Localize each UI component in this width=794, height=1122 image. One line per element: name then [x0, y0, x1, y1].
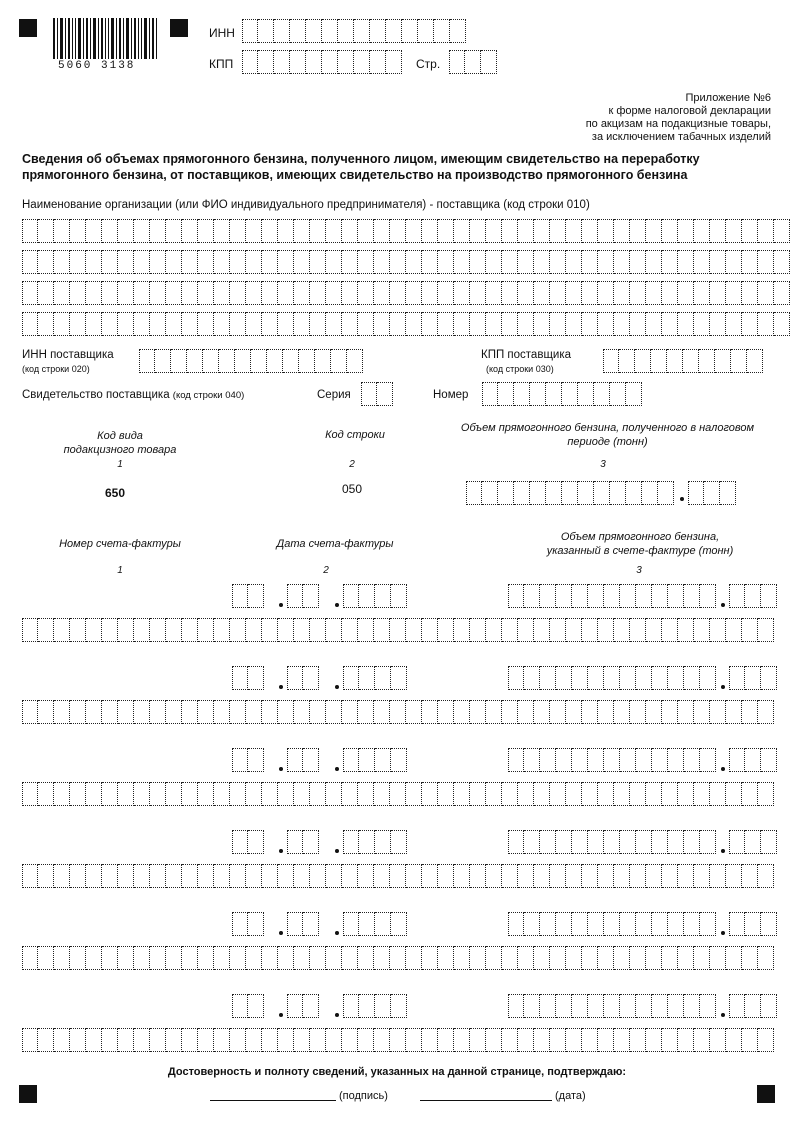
invoice-date-separator	[335, 603, 339, 607]
org-name-label: Наименование организации (или ФИО индивидуального предпринимателя) - поставщика (код строки 010)	[22, 199, 590, 211]
t1-col1-header-line-1: Код вида	[97, 430, 143, 442]
invoice-date-month-cells[interactable]	[287, 830, 319, 854]
invoice-volume-decimal-point	[721, 1013, 725, 1017]
invoice-date-day-cells[interactable]	[232, 748, 264, 772]
date-label: (дата)	[555, 1090, 586, 1102]
t2-col2-header: Дата счета-фактуры	[276, 538, 394, 550]
invoice-date-separator	[279, 849, 283, 853]
corner-marker-bottom-right	[757, 1085, 775, 1103]
invoice-date-month-cells[interactable]	[287, 584, 319, 608]
invoice-date-separator	[279, 931, 283, 935]
t2-col3-header	[505, 530, 775, 558]
invoice-number-cells[interactable]	[22, 864, 774, 888]
t1-col1-header-line-2: подакцизного товара	[63, 444, 177, 456]
t1-col2-header: Код строки	[325, 429, 385, 441]
org-name-row-3[interactable]	[22, 281, 790, 305]
t1-col1-header	[40, 429, 200, 457]
form-title-line-1: Сведения об объемах прямогонного бензина, полученного лицом, имеющим свидетельство на переработку	[22, 152, 700, 166]
invoice-date-year-cells[interactable]	[343, 666, 407, 690]
page-label: Стр.	[416, 57, 441, 71]
invoice-volume-decimal-point	[721, 767, 725, 771]
t1-col3-header-line-2: периоде (тонн)	[567, 436, 648, 448]
inn-cells[interactable]	[242, 19, 466, 43]
invoice-number-cells[interactable]	[22, 782, 774, 806]
invoice-volume-integer-cells[interactable]	[508, 666, 716, 690]
supplier-inn-code: (код строки 020)	[22, 364, 90, 374]
invoice-volume-decimal-point	[721, 603, 725, 607]
corner-marker-top-right	[170, 19, 188, 37]
invoice-date-separator	[279, 685, 283, 689]
page-cells[interactable]	[449, 50, 497, 74]
invoice-volume-decimal-point	[721, 685, 725, 689]
invoice-date-month-cells[interactable]	[287, 912, 319, 936]
series-cells[interactable]	[361, 382, 393, 406]
form-title	[22, 151, 782, 183]
kpp-label: КПП	[209, 57, 234, 71]
invoice-date-separator	[335, 931, 339, 935]
t1-volume-decimal-point	[680, 497, 684, 501]
t1-col3-header	[440, 421, 775, 449]
invoice-date-year-cells[interactable]	[343, 748, 407, 772]
invoice-number-cells[interactable]	[22, 1028, 774, 1052]
invoice-volume-integer-cells[interactable]	[508, 584, 716, 608]
org-name-row-1[interactable]	[22, 219, 790, 243]
invoice-volume-integer-cells[interactable]	[508, 748, 716, 772]
invoice-date-day-cells[interactable]	[232, 994, 264, 1018]
row-code: 050	[341, 482, 363, 496]
barcode	[53, 18, 157, 59]
appendix-line-4: за исключением табачных изделий	[591, 131, 771, 143]
appendix-line-3: по акцизам на подакцизные товары,	[585, 118, 771, 130]
t2-col3-num: 3	[636, 565, 642, 576]
inn-label: ИНН	[209, 26, 235, 40]
invoice-date-day-cells[interactable]	[232, 912, 264, 936]
supplier-kpp-cells[interactable]	[603, 349, 763, 373]
invoice-number-cells[interactable]	[22, 700, 774, 724]
invoice-volume-integer-cells[interactable]	[508, 830, 716, 854]
invoice-volume-decimal-cells[interactable]	[729, 994, 777, 1018]
confirm-statement: Достоверность и полноту сведений, указанных на данной странице, подтверждаю:	[167, 1066, 627, 1078]
number-label: Номер	[433, 389, 469, 401]
invoice-date-day-cells[interactable]	[232, 666, 264, 690]
invoice-date-separator	[335, 849, 339, 853]
date-line[interactable]	[420, 1100, 552, 1101]
invoice-volume-decimal-cells[interactable]	[729, 584, 777, 608]
invoice-volume-decimal-point	[721, 931, 725, 935]
t2-col2-num: 2	[323, 565, 329, 576]
t1-col2-num: 2	[349, 459, 355, 470]
supplier-cert-label	[22, 389, 244, 401]
form-title-line-2: прямогонного бензина, от поставщиков, имеющих свидетельство на производство прямогонного бензина	[22, 168, 688, 182]
invoice-volume-integer-cells[interactable]	[508, 994, 716, 1018]
signature-label: (подпись)	[339, 1090, 388, 1102]
invoice-date-year-cells[interactable]	[343, 994, 407, 1018]
corner-marker-bottom-left	[19, 1085, 37, 1103]
invoice-date-month-cells[interactable]	[287, 994, 319, 1018]
supplier-kpp-code: (код строки 030)	[486, 364, 554, 374]
t1-col3-num: 3	[600, 459, 606, 470]
invoice-volume-decimal-cells[interactable]	[729, 748, 777, 772]
org-name-row-4[interactable]	[22, 312, 790, 336]
invoice-date-year-cells[interactable]	[343, 830, 407, 854]
invoice-volume-decimal-cells[interactable]	[729, 830, 777, 854]
appendix-line-2: к форме налоговой декларации	[608, 105, 771, 117]
org-name-row-2[interactable]	[22, 250, 790, 274]
corner-marker-top-left	[19, 19, 37, 37]
invoice-date-day-cells[interactable]	[232, 830, 264, 854]
invoice-date-year-cells[interactable]	[343, 912, 407, 936]
invoice-date-year-cells[interactable]	[343, 584, 407, 608]
t1-volume-decimal-cells[interactable]	[688, 481, 736, 505]
invoice-date-month-cells[interactable]	[287, 748, 319, 772]
invoice-date-separator	[335, 767, 339, 771]
t1-col1-num: 1	[117, 459, 123, 470]
invoice-date-day-cells[interactable]	[232, 584, 264, 608]
product-code: 650	[104, 486, 126, 500]
supplier-kpp-label: КПП поставщика	[481, 349, 572, 361]
invoice-date-month-cells[interactable]	[287, 666, 319, 690]
invoice-volume-decimal-cells[interactable]	[729, 912, 777, 936]
t1-volume-integer-cells[interactable]	[466, 481, 674, 505]
t2-col1-header: Номер счета-фактуры	[59, 538, 181, 550]
barcode-number: 5060 3138	[58, 60, 136, 72]
supplier-inn-label: ИНН поставщика	[22, 349, 114, 361]
invoice-volume-decimal-cells[interactable]	[729, 666, 777, 690]
invoice-date-separator	[279, 603, 283, 607]
invoice-date-separator	[335, 1013, 339, 1017]
invoice-volume-decimal-point	[721, 849, 725, 853]
supplier-cert-code: (код строки 040)	[172, 390, 245, 401]
kpp-cells[interactable]	[242, 50, 402, 74]
number-cells[interactable]	[482, 382, 642, 406]
t1-col3-header-line-1: Объем прямогонного бензина, полученного в налоговом	[460, 422, 755, 434]
invoice-date-separator	[279, 767, 283, 771]
invoice-volume-integer-cells[interactable]	[508, 912, 716, 936]
t2-col3-header-line-1: Объем прямогонного бензина,	[560, 531, 720, 543]
t2-col3-header-line-2: указанный в счете-фактуре (тонн)	[546, 545, 734, 557]
invoice-number-cells[interactable]	[22, 946, 774, 970]
supplier-inn-cells[interactable]	[139, 349, 363, 373]
supplier-cert-text: Свидетельство поставщика	[22, 389, 170, 401]
appendix-line-1: Приложение №6	[685, 92, 771, 104]
invoice-date-separator	[335, 685, 339, 689]
invoice-number-cells[interactable]	[22, 618, 774, 642]
t2-col1-num: 1	[117, 565, 123, 576]
signature-line[interactable]	[210, 1100, 336, 1101]
series-label: Серия	[317, 389, 351, 401]
invoice-date-separator	[279, 1013, 283, 1017]
